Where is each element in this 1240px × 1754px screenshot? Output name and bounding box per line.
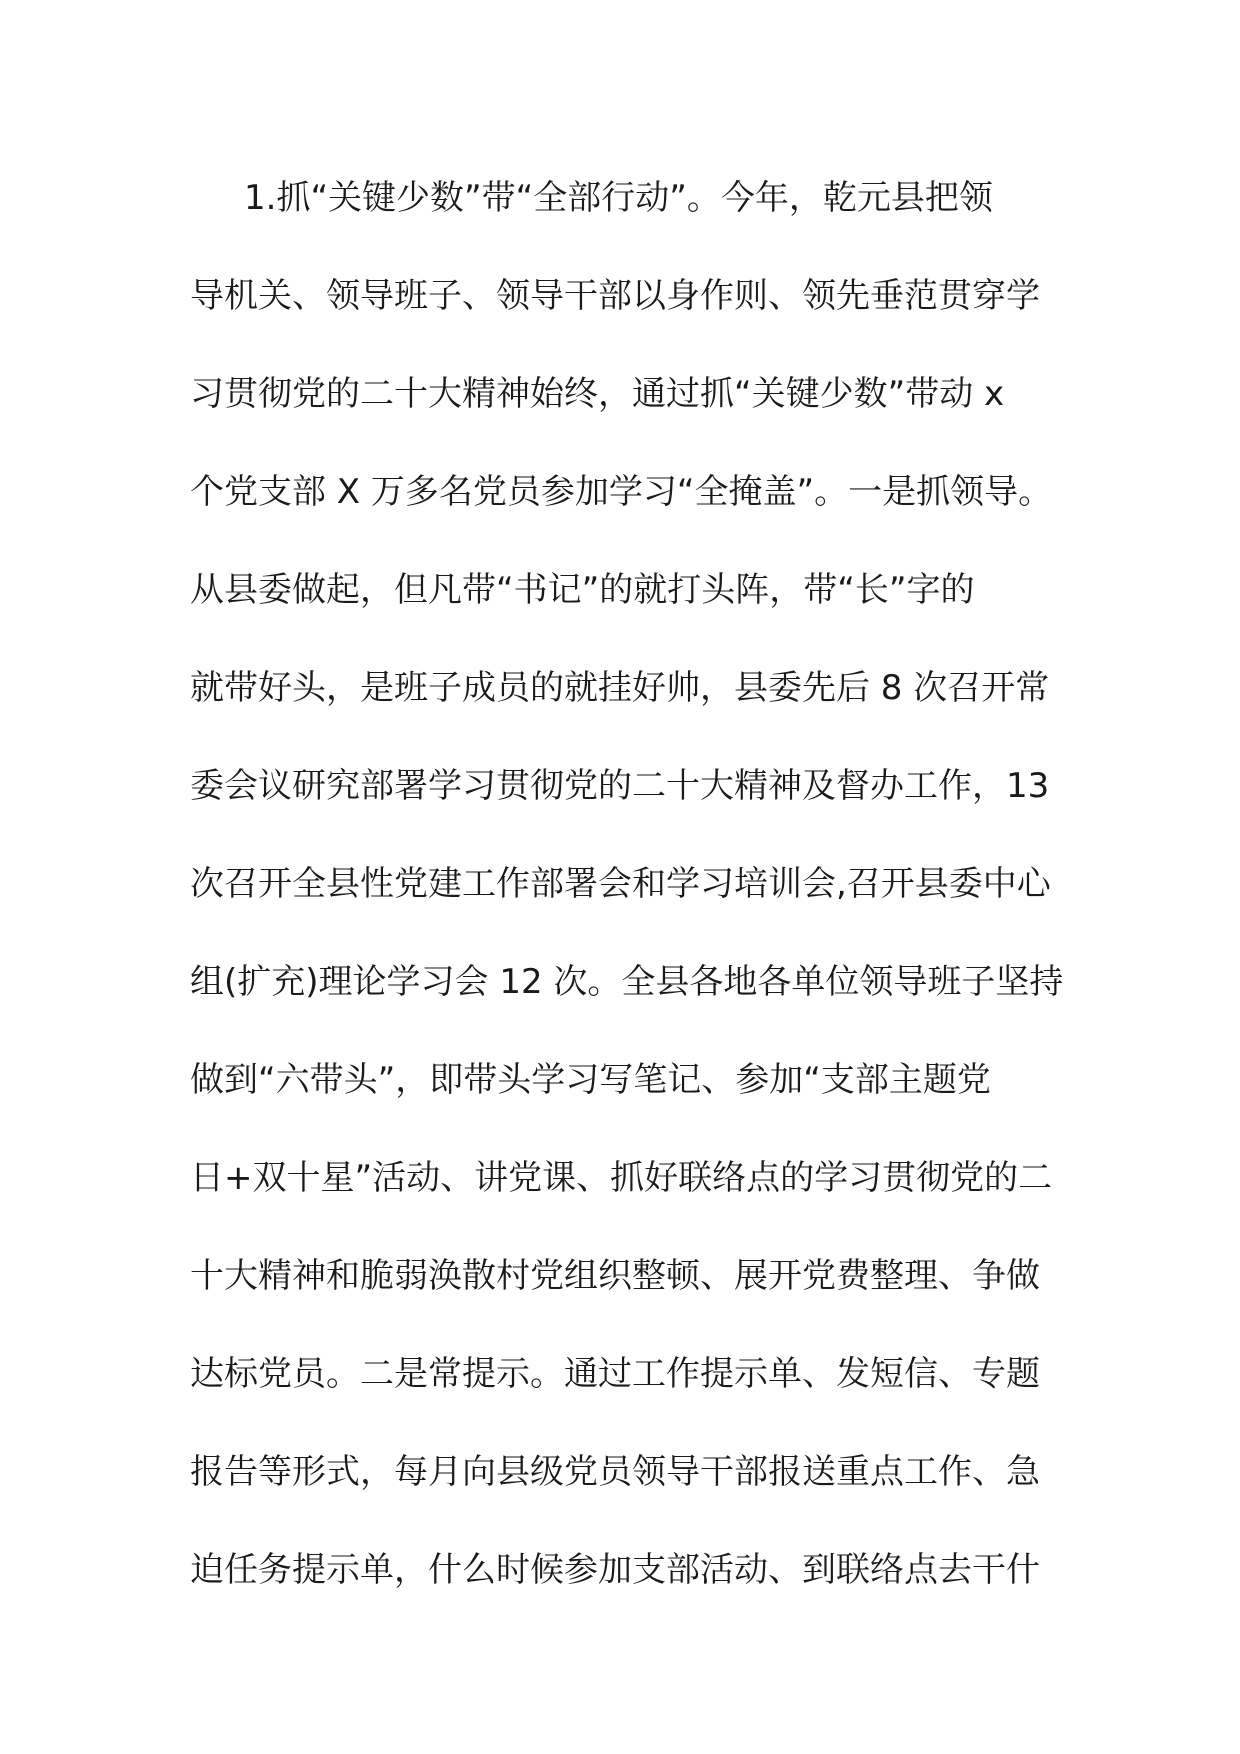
- paragraph-line-1: 1.抓“关键少数”带“全部行动”。今年，乾元县把领: [244, 178, 993, 218]
- paragraph-line-8: 次召开全县性党建工作部署会和学习培训会,召开县委中心: [190, 864, 1051, 904]
- paragraph-line-6: 就带好头，是班子成员的就挂好帅，县委先后 8 次召开常: [190, 668, 1050, 708]
- paragraph-line-12: 十大精神和脆弱涣散村党组织整顿、展开党费整理、争做: [190, 1256, 1040, 1296]
- paragraph-line-14: 报告等形式，每月向县级党员领导干部报送重点工作、急: [190, 1452, 1040, 1492]
- paragraph-line-15: 迫任务提示单，什么时候参加支部活动、到联络点去干什: [190, 1550, 1040, 1590]
- paragraph-line-5: 从县委做起，但凡带“书记”的就打头阵，带“长”字的: [190, 570, 975, 610]
- paragraph-line-13: 达标党员。二是常提示。通过工作提示单、发短信、专题: [190, 1354, 1040, 1394]
- paragraph-line-9: 组(扩充)理论学习会 12 次。全县各地各单位领导班子坚持: [190, 962, 1064, 1002]
- paragraph-line-2: 导机关、领导班子、领导干部以身作则、领先垂范贯穿学: [190, 276, 1040, 316]
- paragraph-line-4: 个党支部 X 万多名党员参加学习“全掩盖”。一是抓领导。: [190, 472, 1053, 512]
- paragraph-line-3: 习贯彻党的二十大精神始终，通过抓“关键少数”带动 x: [190, 374, 1005, 414]
- paragraph-line-7: 委会议研究部署学习贯彻党的二十大精神及督办工作，13: [190, 766, 1050, 806]
- paragraph-line-10: 做到“六带头”，即带头学习写笔记、参加“支部主题党: [190, 1060, 991, 1100]
- paragraph-line-11: 日+双十星”活动、讲党课、抓好联络点的学习贯彻党的二: [190, 1158, 1053, 1198]
- body-paragraph: [190, 168, 1070, 1638]
